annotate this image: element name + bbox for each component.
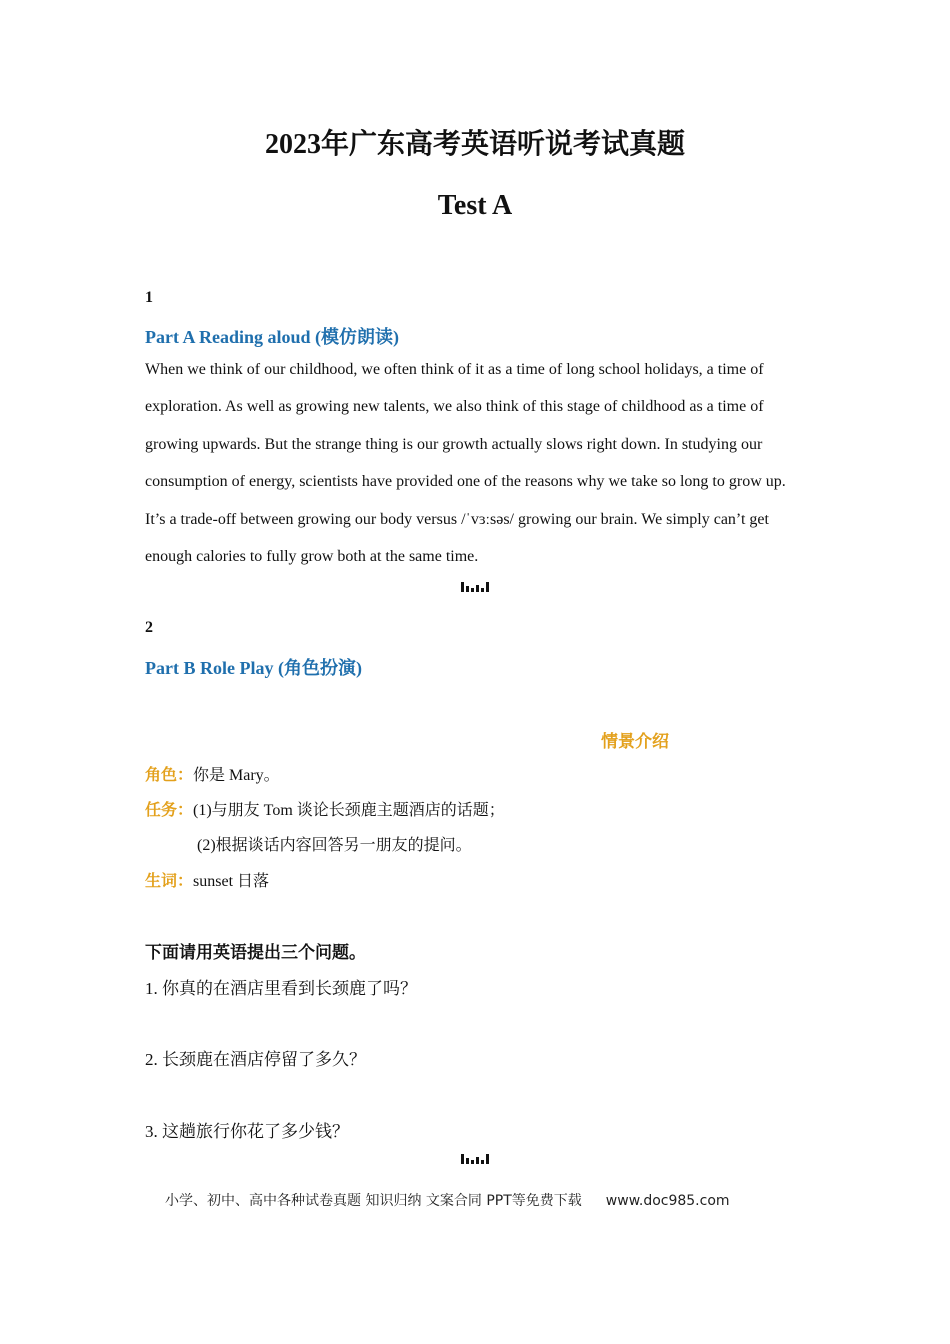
- questions-heading: 下面请用英语提出三个问题。: [145, 943, 366, 962]
- footer-text: 小学、初中、高中各种试卷真题 知识归纳 文案合同 PPT等免费下载: [165, 1193, 582, 1209]
- vocab-text: sunset 日落: [193, 873, 270, 890]
- part-a-title: Part A Reading aloud (模仿朗读): [145, 327, 400, 347]
- section-number-2: 2: [145, 619, 153, 636]
- scene-intro-title: 情景介绍: [601, 732, 669, 751]
- task-row: [145, 797, 505, 820]
- role-text: 你是 Mary。: [193, 767, 280, 784]
- task-item-1: (1)与朋友 Tom 谈论长颈鹿主题酒店的话题；: [193, 802, 505, 819]
- vocab-row: [145, 868, 269, 891]
- section-number-1: 1: [145, 289, 153, 306]
- role-row: [145, 762, 280, 785]
- audio-waveform-icon[interactable]: [461, 1152, 489, 1164]
- question-2: 2. 长颈鹿在酒店停留了多久？: [145, 1050, 366, 1069]
- role-label: 角色：: [145, 767, 194, 784]
- question-1: 1. 你真的在酒店里看到长颈鹿了吗？: [145, 979, 417, 998]
- reading-passage: When we think of our childhood, we often think of it as a time of long school holidays, a time of exploration. As well as growing new talents, we also think of this stage of childhood as a time of growing upwards. But the strange thing is our growth actually slows right down. In studying our consumption of energy, scientists have provided one of the reasons why we take so long to grow up. It’s a trade-off between growing our body versus /ˈvɜːsəs/ growing our brain. We simply can’t get enough calories to fully grow both at the same time.: [145, 361, 786, 566]
- vocab-label: 生词：: [145, 873, 194, 890]
- footer: [165, 1190, 730, 1210]
- footer-url[interactable]: www.doc985.com: [605, 1193, 730, 1209]
- test-subtitle: Test A: [437, 190, 513, 221]
- task-item-2: (2)根据谈话内容回答另一朋友的提问。: [197, 837, 472, 854]
- task-label: 任务：: [145, 802, 194, 819]
- audio-waveform-icon[interactable]: [461, 580, 489, 592]
- part-b-title: Part B Role Play (角色扮演): [145, 658, 362, 678]
- document-title: 2023年广东高考英语听说考试真题: [264, 129, 685, 160]
- question-3: 3. 这趟旅行你花了多少钱？: [145, 1122, 349, 1141]
